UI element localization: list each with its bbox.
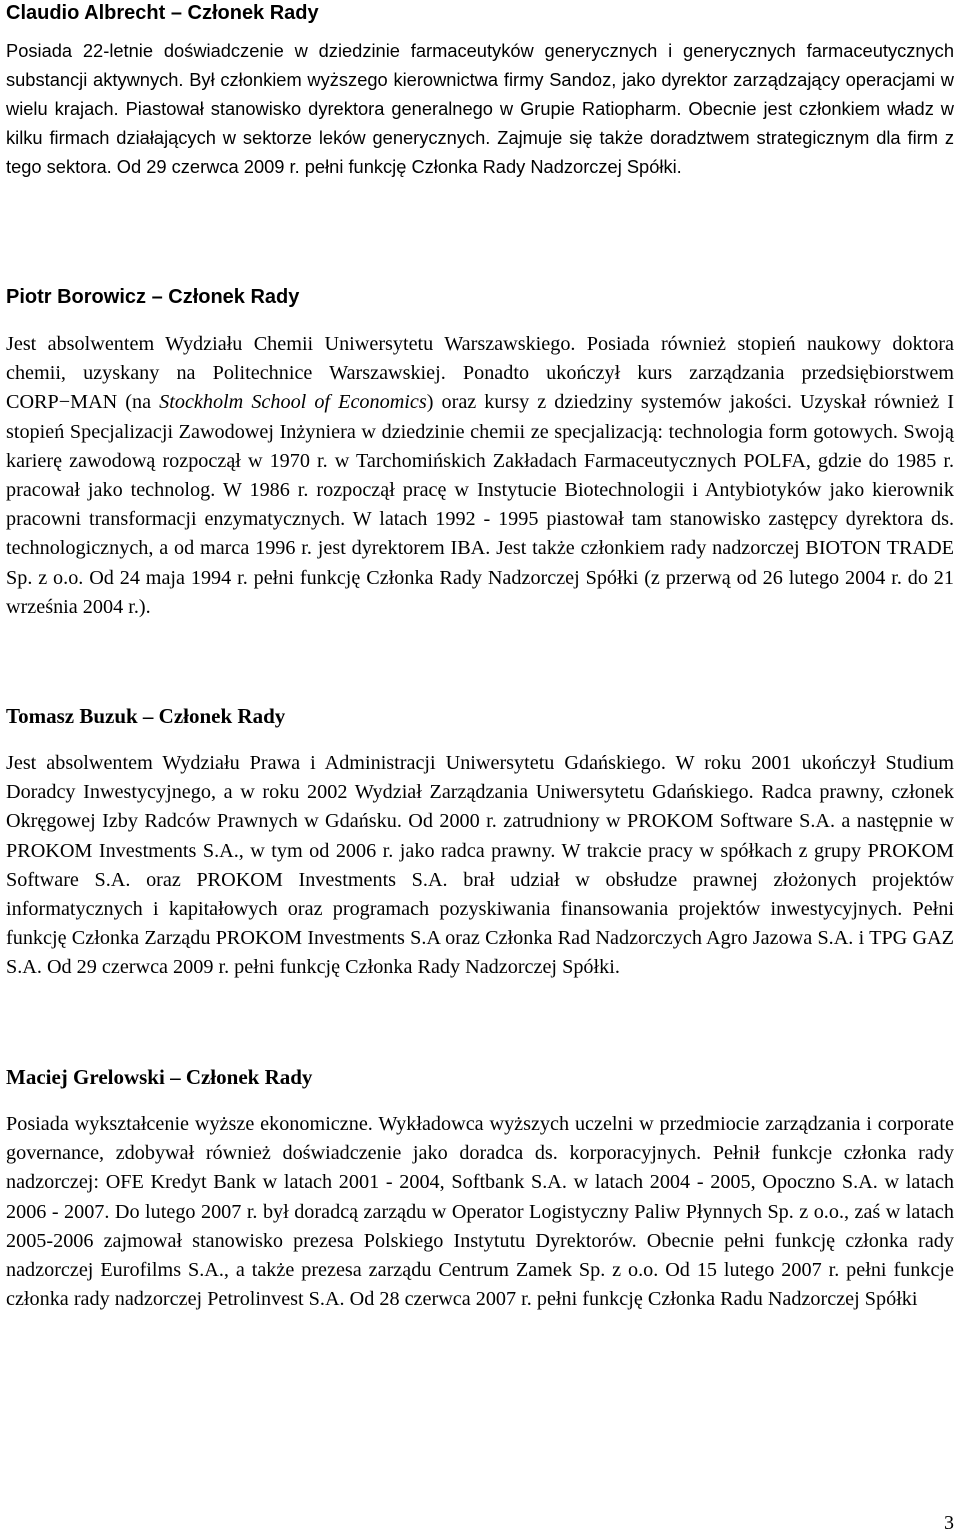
member-section-grelowski	[6, 1064, 954, 1314]
member-bio: Posiada wykształcenie wyższe ekonomiczne. Wykładowca wyższych uczelni w przedmiocie zarządzania i corporate governance, zdobywał również doświadczenie jako doradca ds. korporacyjnych. Pełnił funkcje członka rady nadzorczej: OFE Kredyt Bank w latach 2001 - 2004, Softbank S.A. w latach 2004 - 2005, Opoczno S.A. w latach 2006 - 2007. Do lutego 2007 r. był doradcą zarządu w Operator Logistyczny Paliw Płynnych Sp. z o.o., zaś w latach 2005-2006 zajmował stanowisko prezesa Polskiego Instytutu Dyrektorów. Obecnie pełni funkcję członka rady nadzorczej Eurofilms S.A., a także prezesa zarządu Centrum Zamek Sp. z o.o. Od 15 lutego 2007 r. pełni funkcje członka rady nadzorczej Petrolinvest S.A. Od 28 czerwca 2007 r. pełni funkcję Członka Radu Nadzorczej Spółki	[6, 1113, 954, 1311]
member-heading: Piotr Borowicz – Członek Rady	[6, 286, 300, 308]
bio-text-part: Jest absolwentem Wydziału Chemii Uniwersytetu Warszawskiego. Posiada również stopień naukowy doktora chemii, uzyskany na Politechnice Warszawskiej. Ponadto ukończył kurs zarządzania przedsiębiorstwem CORP−MAN (na	[6, 333, 954, 414]
member-section-albrecht	[6, 0, 954, 181]
member-heading: Tomasz Buzuk – Członek Rady	[6, 704, 286, 728]
member-section-borowicz	[6, 284, 954, 622]
page-number: 3	[944, 1512, 954, 1534]
member-section-buzuk	[6, 703, 954, 983]
member-bio	[6, 330, 954, 622]
member-heading: Maciej Grelowski – Członek Rady	[6, 1065, 313, 1089]
bio-text-part: ) oraz kursy z dziedziny systemów jakości. Uzyskał również I stopień Specjalizacji Zawodowej Inżyniera w dziedzinie chemii ze specjalizacją: technologia form gotowych. Swoją karierę zawodową rozpoczął w 1970 r. w Tarchomińskich Zakładach Farmaceutycznych POLFA, gdzie do 1985 r. pracował jako technolog. W 1986 r. rozpoczął pracę w Instytucie Biotechnologii i Antybiotyków jako kierownik pracowni transformacji enzymatycznych. W latach 1992 - 1995 piastował tam stanowisko zastępcy dyrektora ds. technologicznych, a od marca 1996 r. jest dyrektorem IBA. Jest także członkiem rady nadzorczej BIOTON TRADE Sp. z o.o. Od 24 maja 1994 r. pełni funkcję Członka Rady Nadzorczej Spółki (z przerwą od 26 lutego 2004 r. do 21 września 2004 r.).	[6, 391, 954, 618]
member-bio: Jest absolwentem Wydziału Prawa i Administracji Uniwersytetu Gdańskiego. W roku 2001 ukończył Studium Doradcy Inwestycyjnego, a w roku 2002 Wydział Zarządzania Uniwersytetu Gdańskiego. Radca prawny, członek Okręgowej Izby Radców Prawnych w Gdańsku. Od 2000 r. zatrudniony w PROKOM Software S.A. a następnie w PROKOM Investments S.A., w tym od 2006 r. jako radca prawny. W trakcie pracy w spółkach z grupy PROKOM Software S.A. oraz PROKOM Investments S.A. brał udział w obsłudze prawnej złożonych projektów informatycznych i kapitałowych oraz programach pozyskiwania finansowania projektów inwestycyjnych. Pełni funkcję Członka Zarządu PROKOM Investments S.A oraz Członka Rad Nadzorczych Agro Jazowa S.A. i TPG GAZ S.A. Od 29 czerwca 2009 r. pełni funkcję Członka Rady Nadzorczej Spółki.	[6, 752, 954, 979]
member-bio: Posiada 22-letnie doświadczenie w dziedzinie farmaceutyków generycznych i generycznych farmaceutycznych substancji aktywnych. Był członkiem wyższego kierownictwa firmy Sandoz, jako dyrektor zarządzający operacjami w wielu krajach. Piastował stanowisko dyrektora generalnego w Grupie Ratiopharm. Obecnie jest członkiem władz w kilku firmach działających w sektorze leków generycznych. Zajmuje się także doradztwem strategicznym dla firm z tego sektora. Od 29 czerwca 2009 r. pełni funkcję Członka Rady Nadzorczej Spółki.	[6, 40, 954, 178]
bio-italic-text: Stockholm School of Economics	[159, 391, 427, 414]
member-heading: Claudio Albrecht – Członek Rady	[6, 2, 319, 24]
